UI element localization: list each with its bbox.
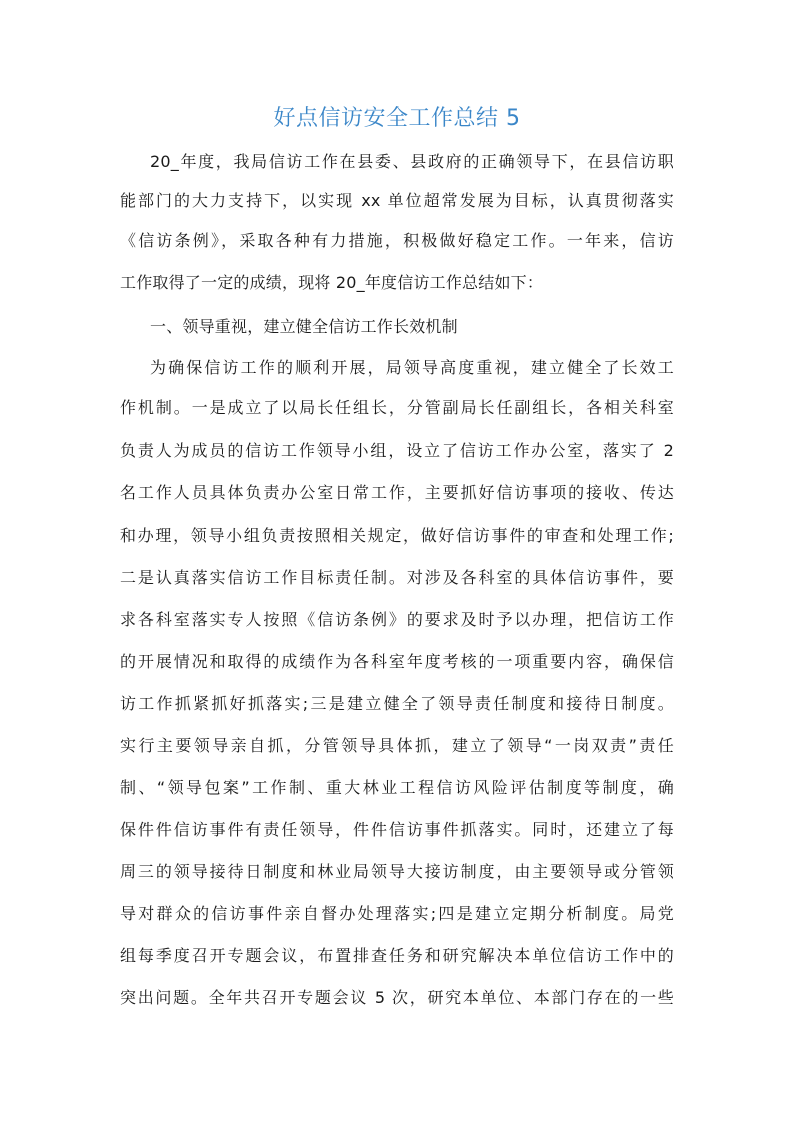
paragraph-line: 组每季度召开专题会议，布置排查任务和研究解决本单位信访工作中的 [120,946,674,965]
paragraph-line: 负责人为成员的信访工作领导小组，设立了信访工作办公室，落实了 2 [120,441,674,460]
paragraph-line: 二是认真落实信访工作目标责任制。对涉及各科室的具体信访事件，要 [120,568,674,587]
section-heading: 一、领导重视，建立健全信访工作长效机制 [150,317,458,336]
paragraph-line: 访工作抓紧抓好抓落实;三是建立健全了领导责任制度和接待日制度。 [120,694,674,713]
paragraph-line: 和办理，领导小组负责按照相关规定，做好信访事件的审查和处理工作; [120,526,674,545]
paragraph-line: 求各科室落实专人按照《信访条例》的要求及时予以办理，把信访工作 [120,610,674,629]
paragraph-line: 制、“领导包案”工作制、重大林业工程信访风险评估制度等制度，确 [120,778,674,797]
paragraph-line: 为确保信访工作的顺利开展，局领导高度重视，建立健全了长效工 [150,358,674,377]
document-title: 好点信访安全工作总结 5 [273,106,521,131]
paragraph-line: 的开展情况和取得的成绩作为各科室年度考核的一项重要内容，确保信 [120,652,674,671]
paragraph-line: 《信访条例》，采取各种有力措施，积极做好稳定工作。一年来，信访 [120,231,674,250]
paragraph-line: 周三的领导接待日制度和林业局领导大接访制度，由主要领导或分管领 [120,862,674,881]
paragraph-line: 实行主要领导亲自抓，分管领导具体抓，建立了领导“一岗双责”责任 [120,736,674,755]
paragraph-line: 名工作人员具体负责办公室日常工作，主要抓好信访事项的接收、传达 [120,483,674,502]
paragraph-line: 能部门的大力支持下，以实现 xx 单位超常发展为目标，认真贯彻落实 [120,191,674,210]
paragraph-line: 作机制。一是成立了以局长任组长，分管副局长任副组长，各相关科室 [120,398,674,417]
paragraph-line: 导对群众的信访事件亲自督办处理落实;四是建立定期分析制度。局党 [120,904,674,923]
paragraph-line: 保件件信访事件有责任领导，件件信访事件抓落实。同时，还建立了每 [120,820,674,839]
paragraph-line: 突出问题。全年共召开专题会议 5 次，研究本单位、本部门存在的一些 [120,988,674,1007]
paragraph-line: 20_年度，我局信访工作在县委、县政府的正确领导下，在县信访职 [150,152,674,171]
paragraph-line: 工作取得了一定的成绩，现将 20_年度信访工作总结如下： [120,273,544,292]
